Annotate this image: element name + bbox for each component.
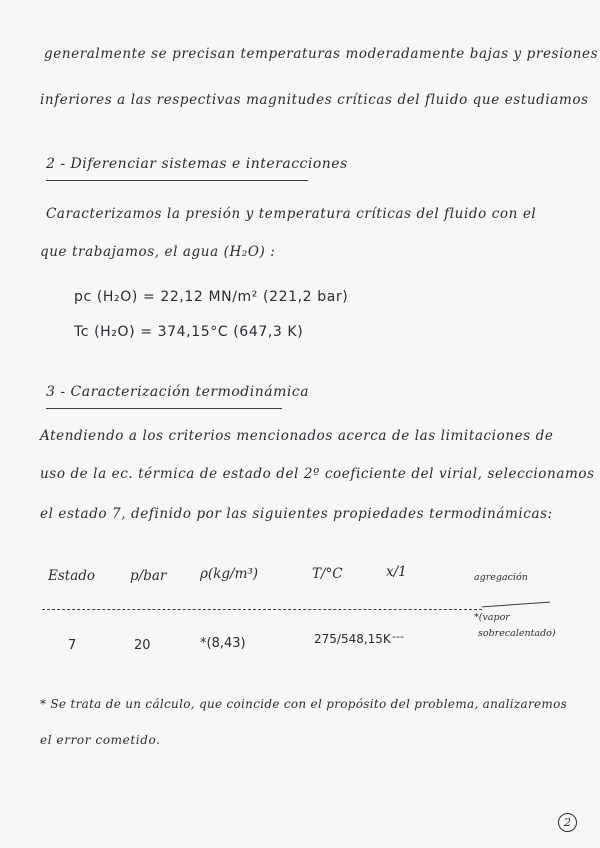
table-divider — [42, 609, 482, 610]
section3-line2: uso de la ec. térmica de estado del 2º coeficiente del virial, seleccionamos — [40, 466, 595, 482]
section3-heading: 3 - Caracterización termodinámica — [46, 384, 310, 400]
table-cell-pressure: 20 — [134, 638, 151, 653]
section3-heading-underline — [46, 408, 282, 409]
section2-heading: 2 - Diferenciar sistemas e interacciones — [46, 156, 348, 172]
table-cell-quality: --- — [392, 630, 404, 643]
page-number: 2 — [558, 813, 577, 832]
footnote-line1: * Se trata de un cálculo, que coincide con el propósito del problema, analizaremos — [40, 697, 568, 711]
table-cell-density: *(8,43) — [200, 636, 246, 651]
table-header-aggregation: agregación — [474, 572, 528, 583]
section3-line3: el estado 7, definido por las siguientes propiedades termodinámicas: — [40, 506, 553, 522]
table-cell-aggregation-line1: *(vapor — [474, 612, 510, 623]
paragraph1-line2: inferiores a las respectivas magnitudes críticas del fluido que estudiamos — [40, 92, 589, 108]
formula-critical-pressure: pc (H₂O) = 22,12 MN/m² (221,2 bar) — [74, 289, 349, 305]
footnote-line2: el error cometido. — [40, 733, 161, 747]
section2-heading-underline — [46, 180, 308, 181]
table-header-pressure: p/bar — [130, 568, 167, 584]
table-divider-end — [482, 602, 550, 608]
table-cell-aggregation-line2: sobrecalentado) — [478, 628, 556, 639]
table-header-temperature: T/°C — [312, 566, 343, 582]
table-header-quality: x/1 — [386, 564, 407, 580]
table-cell-estado: 7 — [68, 638, 77, 653]
table-header-density: ρ(kg/m³) — [200, 566, 259, 582]
section2-line2: que trabajamos, el agua (H₂O) : — [40, 244, 276, 260]
formula-critical-temperature: Tc (H₂O) = 374,15°C (647,3 K) — [74, 324, 304, 340]
section2-line1: Caracterizamos la presión y temperatura críticas del fluido con el — [46, 206, 537, 222]
table-cell-temperature: 275/548,15K — [314, 632, 391, 646]
paragraph1-line1: generalmente se precisan temperaturas moderadamente bajas y presiones — [44, 46, 599, 62]
table-header-estado: Estado — [48, 568, 96, 584]
section3-line1: Atendiendo a los criterios mencionados acerca de las limitaciones de — [40, 428, 554, 444]
